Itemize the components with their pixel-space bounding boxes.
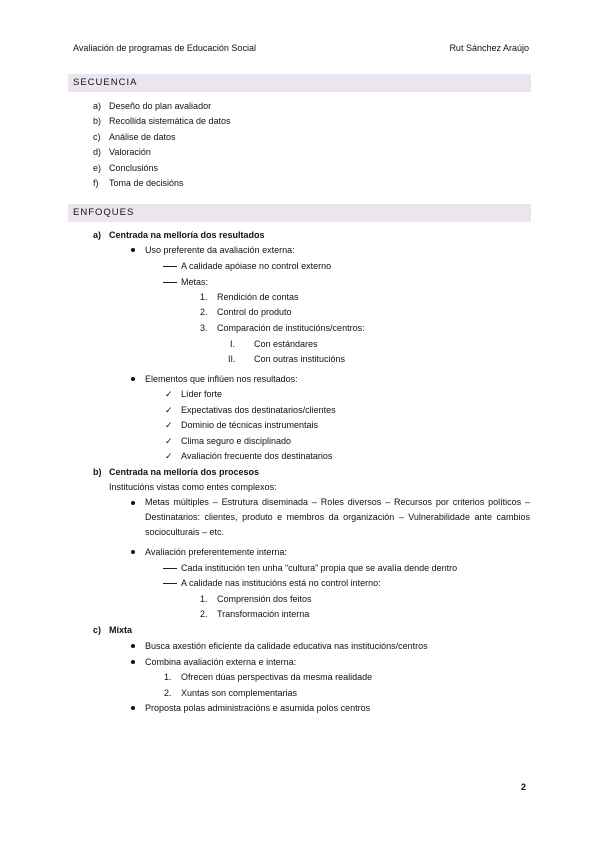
list-item: Elementos que inflúen nos resultados: — [145, 374, 298, 384]
page-number: 2 — [521, 782, 527, 792]
dash-icon — [163, 282, 177, 283]
list-item: Xuntas son complementarias — [181, 688, 298, 698]
list-marker: 1. — [200, 594, 208, 604]
list-item: Avaliación preferentemente interna: — [145, 547, 287, 557]
paragraph: Institucións vistas como entes complexos: — [109, 482, 277, 492]
list-item: Proposta polas administracións e asumida polos centros — [145, 703, 371, 713]
list-marker: II. — [228, 354, 236, 364]
list-item: Rendición de contas — [217, 292, 299, 302]
bullet-icon — [131, 644, 135, 648]
list-marker: I. — [230, 339, 236, 349]
list-item: A calidade apóiase no control externo — [181, 261, 332, 271]
list-item: Busca axestión eficiente da calidade educativa nas institucións/centros — [145, 641, 428, 651]
list-item: Transformación interna — [217, 609, 310, 619]
list-marker: 2. — [200, 609, 208, 619]
list-item: Metas múltiples – Estrutura diseminada – Roles diversos – Recursos por criterios políticos – Destinatarios: clientes, produto e membros da organización – Vulnerabilidade ante cambios socioculturais – etc. — [145, 497, 530, 537]
header-title: Avaliación de programas de Educación Social — [73, 43, 256, 53]
list-item: Expectativas dos destinatarios/clientes — [181, 405, 336, 415]
checkmark-icon: ✓ — [165, 389, 173, 399]
checkmark-icon: ✓ — [165, 436, 173, 446]
list-item: Metas: — [181, 277, 209, 287]
list-marker: b) — [93, 467, 102, 477]
list-marker: 2. — [200, 307, 208, 317]
list-marker: b) — [93, 116, 102, 126]
list-item: Con estándares — [254, 339, 318, 349]
subsection-title: Centrada na melloría dos resultados — [109, 230, 265, 240]
list-marker: c) — [93, 625, 102, 635]
section-heading-secuencia: SECUENCIA — [68, 74, 531, 92]
list-item: Comprensión dos feitos — [217, 594, 312, 604]
list-item: A calidade nas institucións está no control interno: — [181, 578, 381, 588]
list-marker: c) — [93, 132, 101, 142]
checkmark-icon: ✓ — [165, 451, 173, 461]
list-item: Ofrecen dúas perspectivas da mesma realidade — [181, 672, 373, 682]
list-marker: a) — [93, 230, 102, 240]
list-item: Líder forte — [181, 389, 223, 399]
dash-icon — [163, 583, 177, 584]
bullet-icon — [131, 377, 135, 381]
bullet-icon — [131, 550, 135, 554]
list-item: Valoración — [109, 147, 151, 157]
list-marker: 1. — [164, 672, 172, 682]
list-item: Análise de datos — [109, 132, 176, 142]
list-marker: f) — [93, 178, 99, 188]
list-item: Deseño do plan avaliador — [109, 101, 212, 111]
list-item: Avaliación frecuente dos destinatarios — [181, 451, 333, 461]
subsection-title: Centrada na melloría dos procesos — [109, 467, 260, 477]
section-heading-enfoques: ENFOQUES — [68, 204, 531, 222]
list-item: Control do produto — [217, 307, 292, 317]
list-marker: 3. — [200, 323, 208, 333]
list-marker: e) — [93, 163, 102, 173]
checkmark-icon: ✓ — [165, 405, 173, 415]
header-author: Rut Sánchez Araújo — [449, 43, 529, 53]
checkmark-icon: ✓ — [165, 420, 173, 430]
list-item: Con outras institucións — [254, 354, 346, 364]
list-item: Recollida sistemática de datos — [109, 116, 231, 126]
list-item: Toma de decisións — [109, 178, 184, 188]
subsection-title: Mixta — [109, 625, 133, 635]
list-item: Uso preferente da avaliación externa: — [145, 245, 295, 255]
list-marker: a) — [93, 101, 102, 111]
list-item: Comparación de institucións/centros: — [217, 323, 365, 333]
bullet-icon — [131, 501, 135, 505]
list-item: Dominio de técnicas instrumentais — [181, 420, 319, 430]
list-item: Cada institución ten unha “cultura” propia que se avalía dende dentro — [181, 563, 458, 573]
list-marker: d) — [93, 147, 102, 157]
bullet-icon — [131, 248, 135, 252]
list-item: Combina avaliación externa e interna: — [145, 657, 297, 667]
list-marker: 1. — [200, 292, 208, 302]
dash-icon — [163, 568, 177, 569]
dash-icon — [163, 266, 177, 267]
list-marker: 2. — [164, 688, 172, 698]
list-item: Conclusións — [109, 163, 159, 173]
bullet-icon — [131, 660, 135, 664]
bullet-icon — [131, 706, 135, 710]
list-item: Clima seguro e disciplinado — [181, 436, 292, 446]
